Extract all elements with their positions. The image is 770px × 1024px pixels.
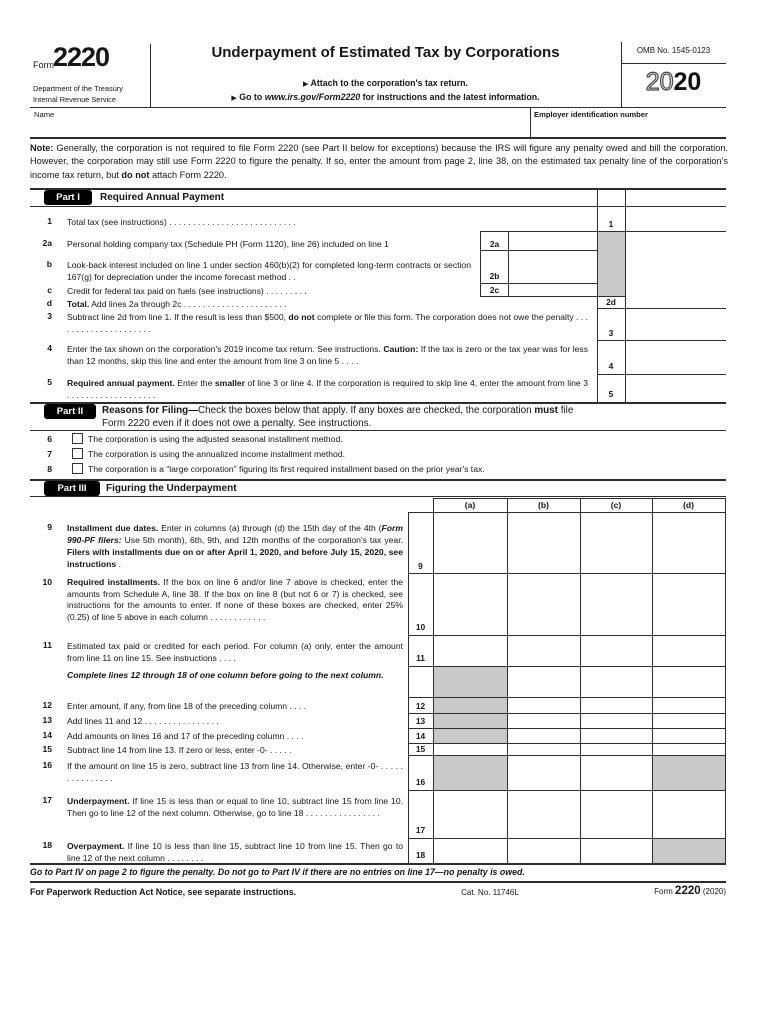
line2a-number: 2a <box>42 238 52 248</box>
rule <box>597 308 726 309</box>
line17-number: 17 <box>42 795 52 805</box>
line1-amount-field[interactable] <box>626 207 725 230</box>
line9-number: 9 <box>47 522 52 532</box>
line17-col-c-entry-field[interactable] <box>581 791 652 838</box>
line2a-amount-field[interactable] <box>509 232 596 249</box>
divider <box>621 42 622 107</box>
part2-title-line2: Form 2220 even if it does not owe a penalty. See instructions. <box>102 418 372 429</box>
line12-label: Enter amount, if any, from line 18 of the preceding column . . . . <box>67 701 307 711</box>
rule <box>30 881 726 883</box>
line3-box-number: 3 <box>608 328 614 338</box>
footer-form-number: 2220 <box>675 885 701 897</box>
line10-col-a-entry-field[interactable] <box>434 574 507 635</box>
line18-label: Overpayment. If line 10 is less than line 15, subtract line 10 from line 15. Then go to line 12 of the next column . . . . . . . . <box>67 841 403 863</box>
rule <box>480 283 597 284</box>
line6-checkbox[interactable] <box>72 433 83 444</box>
line11-col-b-entry-field[interactable] <box>508 636 580 666</box>
goto-post: for instructions and the latest information. <box>360 92 540 102</box>
line2c-amount-field[interactable] <box>509 284 596 295</box>
line10-box-number: 10 <box>415 622 426 632</box>
rule <box>480 296 625 297</box>
line9-label: Installment due dates. Enter in columns (a) through (d) the 15th day of the 4th (Form 990-PF filers: Use 5th month), 6th, 9th, and 12th months of the corporation's tax year. Filers with installments due on or after April 1, 2020, and before July 15, 2020, see instructions . <box>67 523 403 569</box>
divider <box>530 107 531 137</box>
line18-box-number: 18 <box>415 850 426 860</box>
line15-label: Subtract line 14 from line 13. If zero or less, enter -0- . . . . . <box>67 745 292 755</box>
line2c-number: c <box>47 285 52 295</box>
line14-col-b-entry-field[interactable] <box>508 729 580 743</box>
footer-form-year: (2020) <box>702 887 726 896</box>
line11-number: 11 <box>42 640 52 650</box>
divider <box>150 44 151 107</box>
line16-box-number: 16 <box>415 777 426 787</box>
line18-col-c-entry-field[interactable] <box>581 839 652 863</box>
line2b-amount-field[interactable] <box>509 251 596 282</box>
line2d-label: Total. Add lines 2a through 2c . . . . . . . . . . . . . . . . . . . . . . <box>67 299 287 309</box>
arrowhead-icon: ▶ <box>231 95 237 102</box>
part1-badge: Part I <box>44 190 92 205</box>
line2c-box-number: 2c <box>489 285 500 295</box>
line9-box-number: 9 <box>418 561 423 571</box>
line2a-box-number: 2a <box>489 239 500 249</box>
attach-instruction <box>150 78 621 88</box>
line9-col-c-entry-field[interactable] <box>581 513 652 573</box>
form-word: Form <box>33 60 54 70</box>
line8-checkbox[interactable] <box>72 463 83 474</box>
line18-number: 18 <box>42 840 52 850</box>
line12-number: 12 <box>42 700 52 710</box>
rule <box>408 666 725 667</box>
divider <box>508 231 509 296</box>
rule <box>30 188 726 190</box>
line5-box-number: 5 <box>608 389 614 399</box>
line11-col-c-entry-field[interactable] <box>581 636 652 666</box>
divider <box>480 231 481 296</box>
line15-col-a-entry-field[interactable] <box>434 744 507 755</box>
line6-number: 6 <box>47 434 52 444</box>
rule <box>597 374 726 375</box>
line2b-box-number: 2b <box>489 271 500 281</box>
line4-amount-field[interactable] <box>626 341 725 373</box>
ein-input[interactable] <box>532 119 725 136</box>
line15-col-d-entry-field[interactable] <box>653 744 725 755</box>
line1-number: 1 <box>47 216 52 226</box>
rule <box>597 340 726 341</box>
line16-label: If the amount on line 15 is zero, subtract line 13 from line 14. Otherwise, enter -0- . . . . . . . . . . . . . . . <box>67 761 403 783</box>
shaded-no-entry-cell <box>434 755 507 790</box>
line9-col-d-entry-field[interactable] <box>653 513 725 573</box>
column-header-b: (b) <box>538 500 549 510</box>
arrowhead-icon: ▶ <box>302 81 309 88</box>
line16-col-c-entry-field[interactable] <box>581 756 652 790</box>
line2c-label: Credit for federal tax paid on fuels (see instructions) . . . . . . . . . <box>67 286 307 296</box>
footer-form-word: Form <box>654 887 673 896</box>
catalog-number: Cat. No. 11746L <box>461 888 519 897</box>
line2d-box-number: 2d <box>606 297 616 307</box>
line14-col-c-entry-field[interactable] <box>581 729 652 743</box>
rule <box>621 63 726 64</box>
part3-badge: Part III <box>44 481 100 496</box>
rule <box>30 496 726 497</box>
line17-col-a-entry-field[interactable] <box>434 791 507 838</box>
line14-label: Add amounts on lines 16 and 17 of the preceding column . . . . <box>67 731 304 741</box>
tax-year <box>621 68 726 97</box>
rule <box>30 430 726 431</box>
line3-amount-field[interactable] <box>626 309 725 339</box>
line15-col-b-entry-field[interactable] <box>508 744 580 755</box>
line11-col-d-entry-field[interactable] <box>653 636 725 666</box>
line17-col-d-entry-field[interactable] <box>653 791 725 838</box>
goto-pre: Go to <box>239 92 265 102</box>
attach-text: Attach to the corporation's tax return. <box>310 78 469 88</box>
line12-col-c-entry-field[interactable] <box>581 698 652 713</box>
line3-number: 3 <box>47 311 52 321</box>
line13-label: Add lines 11 and 12 . . . . . . . . . . . . . . . . <box>67 716 219 726</box>
tax-year-solid: 20 <box>673 68 702 96</box>
line14-col-d-entry-field[interactable] <box>653 729 725 743</box>
line16-col-b-entry-field[interactable] <box>508 756 580 790</box>
name-input[interactable] <box>32 119 527 136</box>
divider <box>597 188 598 402</box>
line10-number: 10 <box>42 577 52 587</box>
line2d-number: d <box>46 298 52 308</box>
rule <box>30 479 726 481</box>
general-note: Note: Generally, the corporation is not required to file Form 2220 (see Part II below for exceptions) because the IRS will figure any penalty owed and bill the corporation. However, the corporation may still use Form 2220 to figure the penalty. If so, enter the amount from page 2, line 38, on the estimated tax penalty line of the corporation's income tax return, but do not attach Form 2220. <box>30 143 728 180</box>
part3-title: Figuring the Underpayment <box>106 483 237 494</box>
line5-amount-field[interactable] <box>626 375 725 401</box>
paperwork-notice: For Paperwork Reduction Act Notice, see separate instructions. <box>30 887 297 897</box>
complete-lines-note: Complete lines 12 through 18 of one column before going to the next column. <box>67 670 384 680</box>
line7-number: 7 <box>47 449 52 459</box>
line18-col-a-entry-field[interactable] <box>434 839 507 863</box>
rule <box>30 863 726 865</box>
line17-box-number: 17 <box>415 825 426 835</box>
line13-number: 13 <box>42 715 52 725</box>
line7-label: The corporation is using the annualized income installment method. <box>88 449 346 459</box>
column-header-a: (a) <box>464 500 476 510</box>
line18-col-b-entry-field[interactable] <box>508 839 580 863</box>
goto-instruction <box>150 92 621 102</box>
divider <box>408 512 409 863</box>
dept-line-1: Department of the Treasury <box>33 84 123 93</box>
dept-line-2: Internal Revenue Service <box>33 95 116 104</box>
line16-number: 16 <box>42 760 52 770</box>
go-to-part4-note: Go to Part IV on page 2 to figure the penalty. Do not go to Part IV if there are no entries on line 17—no penalty is owed. <box>30 867 525 877</box>
line4-label: Enter the tax shown on the corporation's 2019 income tax return. See instructions. Caution: If the tax is zero or the tax year was for less than 12 months, skip this line and enter the amount from line 3 on line 5 . . . . <box>67 344 588 366</box>
line13-box-number: 13 <box>415 716 426 726</box>
tax-year-outline: 20 <box>645 68 674 96</box>
line15-col-c-entry-field[interactable] <box>581 744 652 755</box>
line10-col-b-entry-field[interactable] <box>508 574 580 635</box>
goto-url[interactable]: www.irs.gov/Form2220 <box>264 92 361 102</box>
line5-label: Required annual payment. Enter the smaller of line 3 or line 4. If the corporation is required to skip line 4, enter the amount from line 3 . . . . . . . . . . . . . . . . . . . <box>67 378 588 400</box>
ein-label: Employer identification number <box>534 110 648 119</box>
line2d-amount-field[interactable] <box>626 297 725 307</box>
line3-label: Subtract line 2d from line 1. If the result is less than $500, do not complete or file this form. The corporation does not owe the penalty . . . . . . . . . . . . . . . . . . . . . <box>67 312 589 334</box>
line1-label: Total tax (see instructions) . . . . . . . . . . . . . . . . . . . . . . . . . . . <box>67 217 296 227</box>
line15-box-number: 15 <box>415 744 426 754</box>
line4-number: 4 <box>47 343 52 353</box>
shaded-no-entry-cell <box>434 666 507 743</box>
line12-box-number: 12 <box>415 701 426 711</box>
part2-title-line1: Reasons for Filing—Check the boxes below that apply. If any boxes are checked, the corporation must file <box>102 405 574 416</box>
line6-label: The corporation is using the adjusted seasonal installment method. <box>88 434 343 444</box>
line13-col-d-entry-field[interactable] <box>653 714 725 728</box>
shaded-no-entry-cell <box>653 755 725 790</box>
rule <box>433 498 725 499</box>
column-header-c: (c) <box>610 500 622 510</box>
form-number: 2220 <box>53 42 110 72</box>
line12-col-b-entry-field[interactable] <box>508 698 580 713</box>
line17-label: Underpayment. If line 15 is less than or equal to line 10, subtract line 15 from line 10. Then go to line 12 of the next column. Otherwise, go to line 18 . . . . . . . . . . . . . . . . <box>67 796 403 818</box>
line13-col-c-entry-field[interactable] <box>581 714 652 728</box>
rule <box>30 137 726 139</box>
line9-col-b-entry-field[interactable] <box>508 513 580 573</box>
rule <box>480 231 726 232</box>
line2b-label: Look-back interest included on line 1 under section 460(b)(2) for completed long-term contracts or section 167(g) for depreciation under the income forecast method . . <box>67 260 471 282</box>
line14-number: 14 <box>42 730 52 740</box>
line5-number: 5 <box>47 377 52 387</box>
line8-label: The corporation is a “large corporation” figuring its first required installment based on the prior year's tax. <box>88 464 485 474</box>
line9-col-a-entry-field[interactable] <box>434 513 507 573</box>
footer-form-id <box>540 885 726 897</box>
rule <box>30 107 726 108</box>
line10-col-c-entry-field[interactable] <box>581 574 652 635</box>
column-header-d: (d) <box>683 500 694 510</box>
rule <box>30 402 726 404</box>
line14-box-number: 14 <box>415 731 426 741</box>
line8-number: 8 <box>47 464 52 474</box>
name-label: Name <box>34 110 55 119</box>
shaded-no-entry-cell <box>653 838 725 863</box>
line4-box-number: 4 <box>608 361 614 371</box>
line12-col-d-entry-field[interactable] <box>653 698 725 713</box>
page-title: Underpayment of Estimated Tax by Corporations <box>211 44 560 61</box>
line2a-label: Personal holding company tax (Schedule PH (Form 1120), line 26) included on line 1 <box>67 239 389 249</box>
line2b-number: b <box>46 259 52 269</box>
line11-col-a-entry-field[interactable] <box>434 636 507 666</box>
shaded-no-entry-cell <box>598 232 625 296</box>
line11-label: Estimated tax paid or credited for each period. For column (a) only, enter the amount from line 11 on line 15. See instructions . . . . <box>67 641 403 663</box>
rule <box>480 250 597 251</box>
line1-box-number: 1 <box>608 219 614 229</box>
part1-title: Required Annual Payment <box>100 192 225 203</box>
line10-label: Required installments. If the box on line 6 and/or line 7 above is checked, enter the amounts from Schedule A, line 38. If the box on line 8 (but not 6 or 7) is checked, see instructions for the amounts to enter. If none of these boxes are checked, enter 25% (0.25) of line 5 above in each column . . . . . . . . . . . . <box>67 577 403 623</box>
omb-number: OMB No. 1545-0123 <box>636 46 711 55</box>
part2-badge: Part II <box>44 404 96 419</box>
rule <box>30 206 726 207</box>
line7-checkbox[interactable] <box>72 448 83 459</box>
line13-col-b-entry-field[interactable] <box>508 714 580 728</box>
divider <box>725 498 726 863</box>
line15-number: 15 <box>42 744 52 754</box>
line10-col-d-entry-field[interactable] <box>653 574 725 635</box>
line11-box-number: 11 <box>416 653 425 663</box>
divider <box>625 188 626 402</box>
line17-col-b-entry-field[interactable] <box>508 791 580 838</box>
